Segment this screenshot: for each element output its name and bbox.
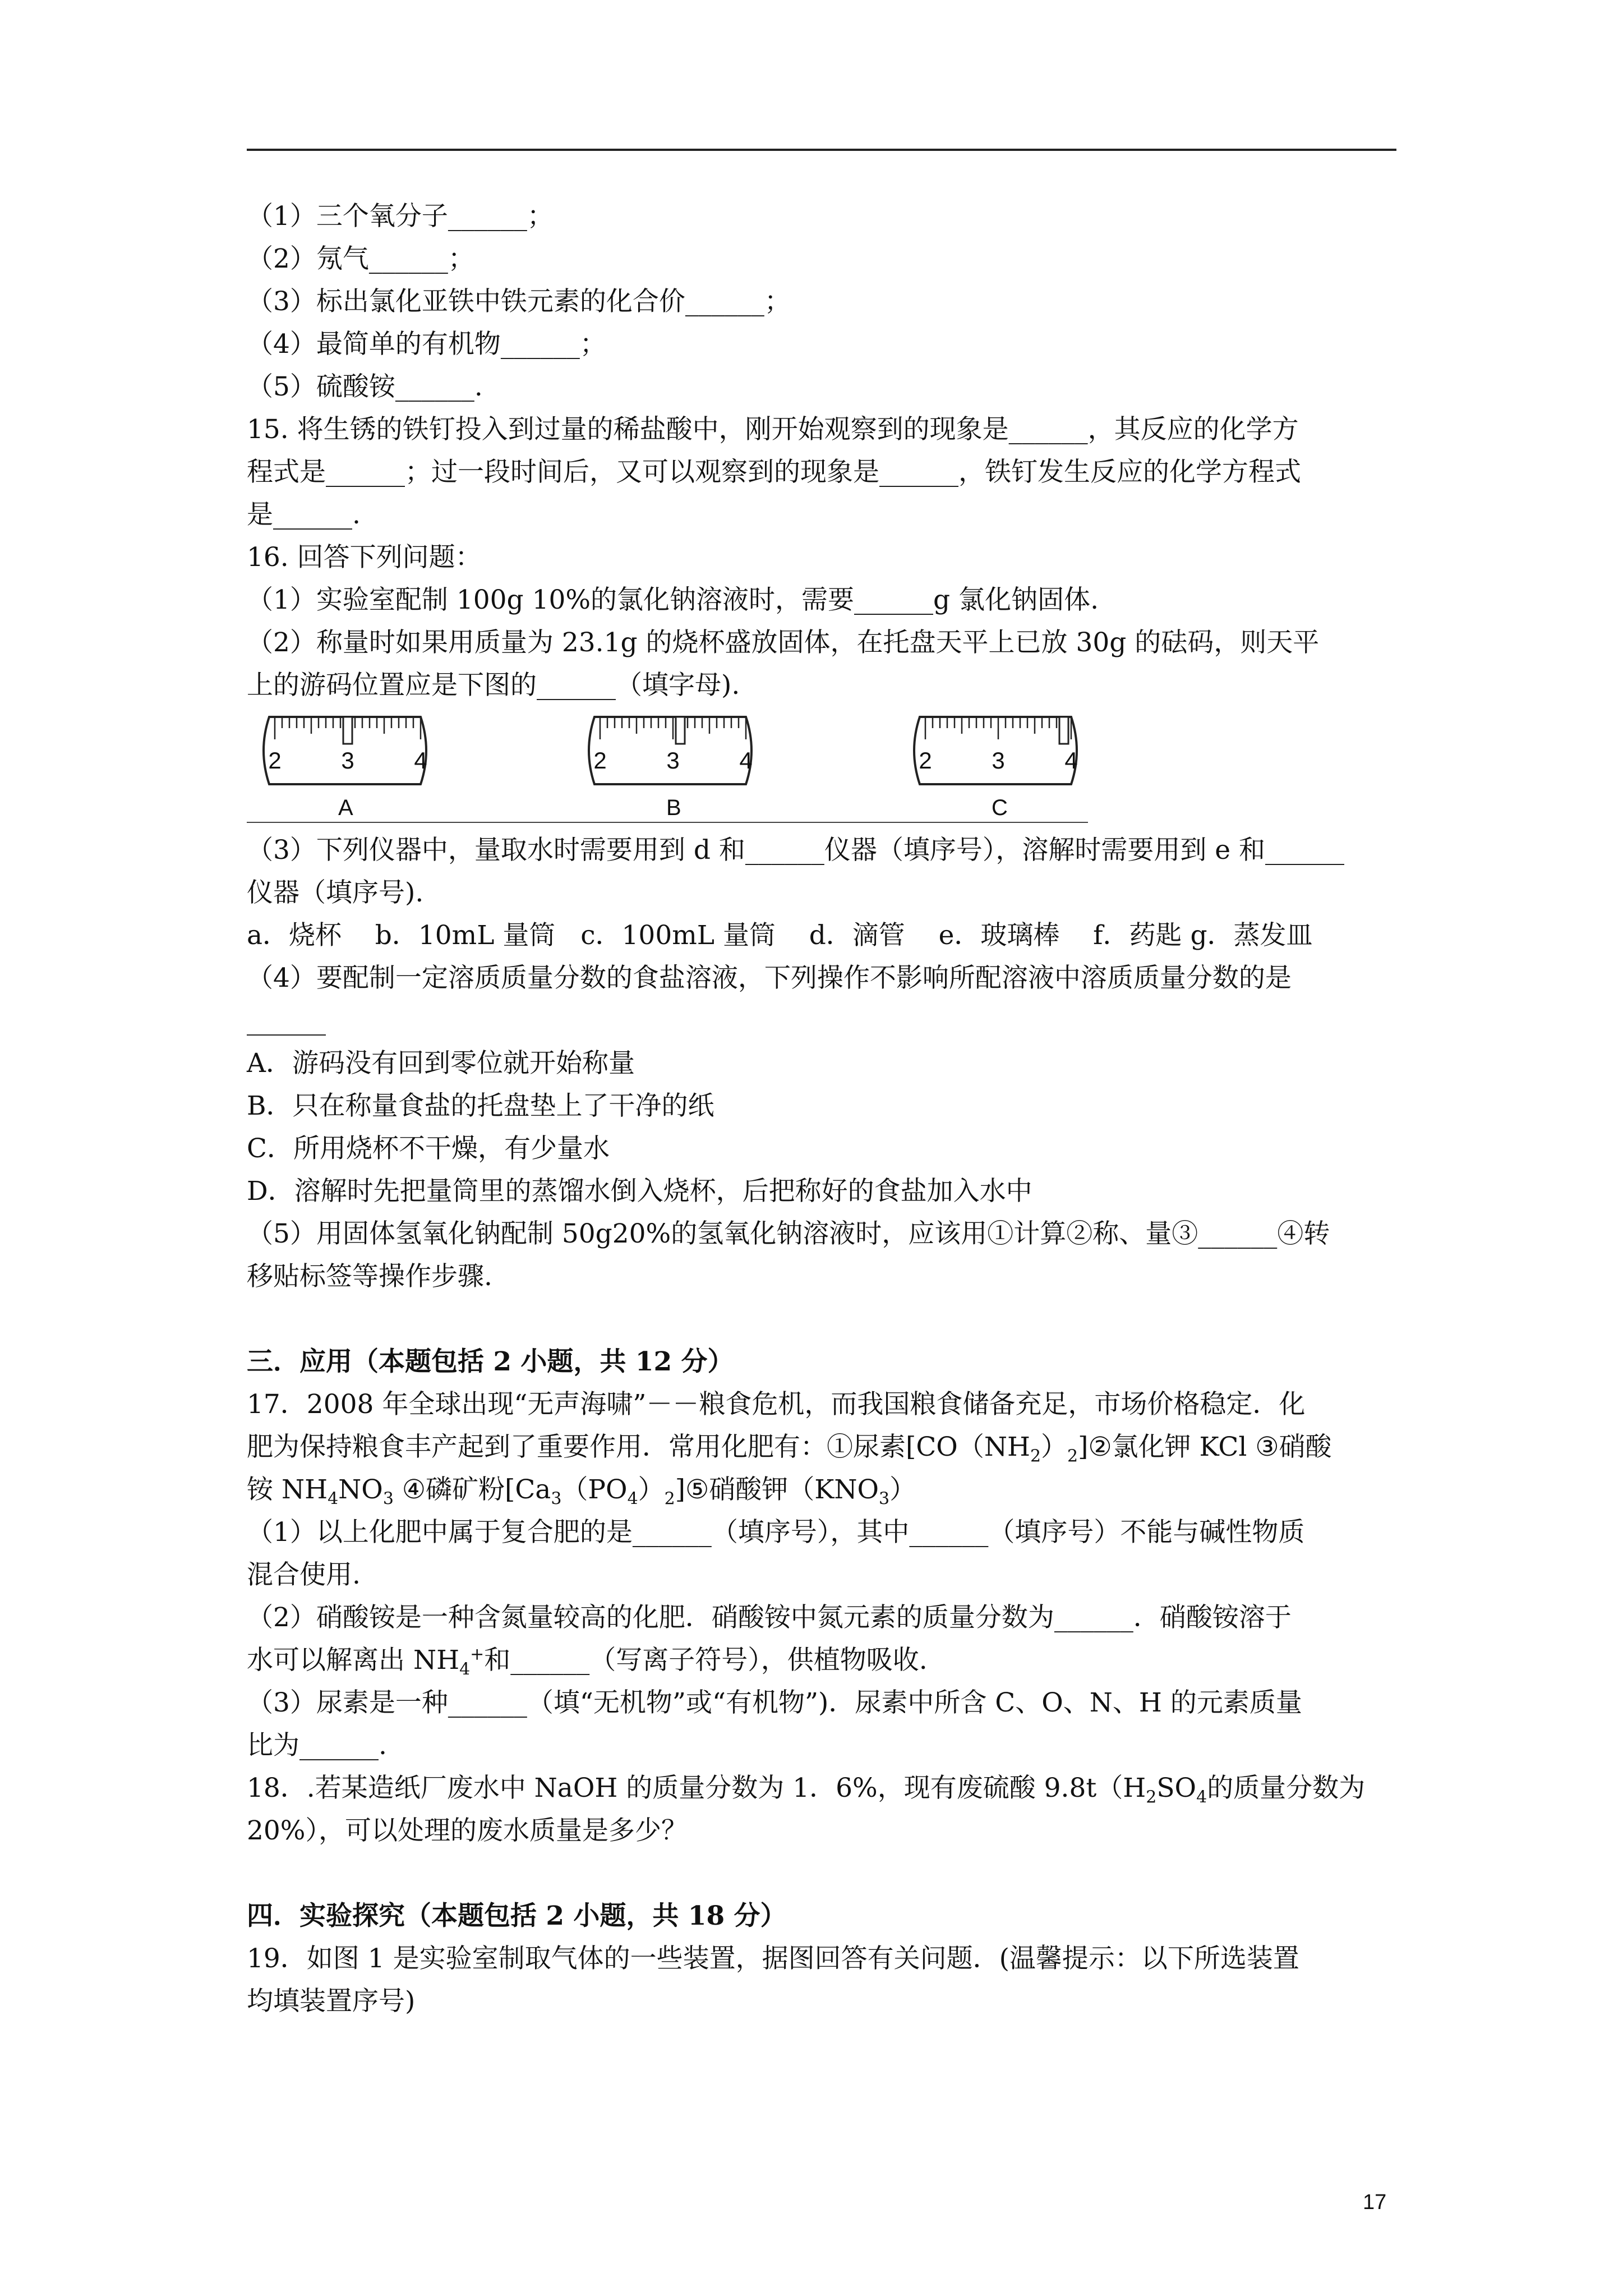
q17-part3-line2: 比为______.: [247, 1730, 387, 1761]
subscript: 4: [459, 1659, 471, 1680]
ruler-tick-label: 2: [593, 747, 607, 774]
ruler-tick-label: 3: [666, 747, 680, 774]
ruler-tick-label: 3: [992, 747, 1005, 774]
ruler-tick-label: 4: [1064, 747, 1078, 774]
text: ]②氯化钾 KCl ③硝酸: [1078, 1432, 1332, 1462]
q17-line2: [247, 1426, 1396, 1469]
q16-part5-line2: 移贴标签等操作步骤.: [247, 1261, 492, 1292]
q15-line-1: 15. 将生锈的铁钉投入到过量的稀盐酸中，刚开始观察到的现象是______，其反应的化学方: [247, 414, 1299, 445]
ruler-label-a: A: [338, 795, 353, 820]
ruler-slider: [343, 717, 352, 744]
text: （PO: [561, 1474, 628, 1505]
header-rule: [247, 149, 1396, 151]
document-body: [247, 195, 1396, 2023]
q16-part4-option-b: B．只在称量食盐的托盘垫上了干净的纸: [247, 1091, 714, 1121]
q14-item-3: （3）标出氯化亚铁中铁元素的化合价______；: [247, 286, 791, 317]
q16-title: 16. 回答下列问题：: [247, 542, 482, 573]
q16-part3-line1: （3）下列仪器中，量取水时需要用到 d 和______仪器（填序号），溶解时需要用到 e 和______: [247, 835, 1345, 866]
subscript: 3: [879, 1489, 890, 1509]
ruler-tick-label: 3: [341, 747, 354, 774]
ruler-tick-label: 4: [414, 747, 427, 774]
q17-line1: 17．2008 年全球出现“无声海啸”－－粮食危机，而我国粮食储备充足，市场价格稳定．化: [247, 1389, 1306, 1420]
subscript: 2: [664, 1489, 675, 1509]
subscript: 2: [1030, 1446, 1041, 1466]
ruler-tick-label: 4: [739, 747, 753, 774]
ruler-figure: [247, 711, 1099, 823]
q17-part2-line1: （2）硝酸铵是一种含氮量较高的化肥．硝酸铵中氮元素的质量分数为______．硝酸铵溶于: [247, 1602, 1292, 1633]
q16-part4-option-d: D．溶解时先把量筒里的蒸馏水倒入烧杯，后把称好的食盐加入水中: [247, 1176, 1032, 1207]
q19-line1: 19．如图 1 是实验室制取气体的一些装置，据图回答有关问题．(温馨提示：以下所选装置: [247, 1943, 1299, 1974]
q16-part3-options: a．烧杯 b．10mL 量筒 c．100mL 量筒 d．滴管 e．玻璃棒 f．药匙 g．蒸发皿: [247, 920, 1313, 951]
q16-part5-line1: （5）用固体氢氧化钠配制 50g20%的氢氧化钠溶液时，应该用①计算②称、量③______④转: [247, 1218, 1330, 1249]
text: 的质量分数为: [1207, 1773, 1366, 1803]
text: ）: [638, 1474, 665, 1505]
q17-part1-line2: 混合使用.: [247, 1559, 361, 1590]
text: 18．.若某造纸厂废水中 NaOH 的质量分数为 1．6%，现有废硫酸 9.8t（H: [247, 1773, 1146, 1803]
text: ]⑤硝酸钾（KNO: [675, 1474, 879, 1505]
subscript: 3: [551, 1489, 562, 1509]
ruler-label-b: B: [666, 795, 681, 820]
text: 水可以解离出 NH: [247, 1645, 460, 1676]
section4-heading: 四．实验探究（本题包括 2 小题，共 18 分）: [247, 1901, 787, 1931]
subscript: 2: [1067, 1446, 1078, 1466]
q19-line2: 均填装置序号): [247, 1986, 416, 2017]
q17-part2-line2: [247, 1639, 1396, 1682]
ruler-label-c: C: [992, 795, 1008, 820]
spacer: [247, 1298, 1396, 1341]
ruler-slider: [1059, 717, 1068, 744]
q17-part3-line1: （3）尿素是一种______（填“无机物”或“有机物”)．尿素中所含 C、O、N、H 的元素质量: [247, 1687, 1302, 1718]
page-number: 17: [1363, 2191, 1387, 2214]
q16-part2-line1: （2）称量时如果用质量为 23.1g 的烧杯盛放固体，在托盘天平上已放 30g 的砝码，则天平: [247, 627, 1320, 658]
ruler-slider: [676, 717, 685, 744]
q16-part4-option-c: C．所用烧杯不干燥，有少量水: [247, 1133, 610, 1164]
text: ）: [889, 1474, 916, 1505]
subscript: 3: [382, 1489, 394, 1509]
q18-line1: [247, 1767, 1396, 1810]
spacer: [247, 1852, 1396, 1895]
section3-heading: 三．应用（本题包括 2 小题，共 12 分）: [247, 1346, 734, 1377]
q18-line2: 20%），可以处理的废水质量是多少？: [247, 1815, 688, 1846]
subscript: 4: [1196, 1787, 1207, 1807]
text: 铵 NH: [247, 1474, 328, 1505]
text: NO: [338, 1474, 383, 1505]
q17-part1-line1: （1）以上化肥中属于复合肥的是______（填序号），其中______（填序号）不能与碱性物质: [247, 1517, 1305, 1548]
subscript: 2: [1146, 1787, 1157, 1807]
q15-line-2: 程式是______；过一段时间后，又可以观察到的现象是______，铁钉发生反应的化学方程式: [247, 457, 1301, 487]
subscript: 4: [627, 1489, 638, 1509]
text: ）: [1041, 1432, 1068, 1462]
q15-line-3: 是______.: [247, 499, 361, 530]
q14-item-4: （4）最简单的有机物______；: [247, 329, 606, 360]
q14-item-2: （2）氖气______；: [247, 243, 474, 274]
q14-item-1: （1）三个氧分子______；: [247, 201, 554, 232]
text: 和______（写离子符号），供植物吸收.: [484, 1645, 928, 1676]
q16-part1: （1）实验室配制 100g 10%的氯化钠溶液时，需要______g 氯化钠固体.: [247, 585, 1099, 615]
q16-part3-line2: 仪器（填序号).: [247, 877, 424, 908]
ruler-tick-label: 2: [268, 747, 282, 774]
subscript: 4: [328, 1489, 339, 1509]
text: SO: [1156, 1773, 1197, 1803]
q16-part4-line1: （4）要配制一定溶质质量分数的食盐溶液，下列操作不影响所配溶液中溶质质量分数的是: [247, 963, 1292, 993]
q16-part4-option-a: A．游码没有回到零位就开始称量: [247, 1048, 635, 1079]
ruler-tick-label: 2: [919, 747, 932, 774]
q16-part4-blank: ______: [247, 1005, 326, 1036]
text: ④磷矿粉[Ca: [393, 1474, 551, 1505]
superscript: +: [470, 1644, 485, 1664]
text: 肥为保持粮食丰产起到了重要作用．常用化肥有：①尿素[CO（NH: [247, 1432, 1030, 1462]
q17-line3: [247, 1469, 1396, 1511]
q16-part2-line2: 上的游码位置应是下图的______（填字母).: [247, 670, 740, 701]
q14-item-5: （5）硫酸铵______.: [247, 371, 483, 402]
